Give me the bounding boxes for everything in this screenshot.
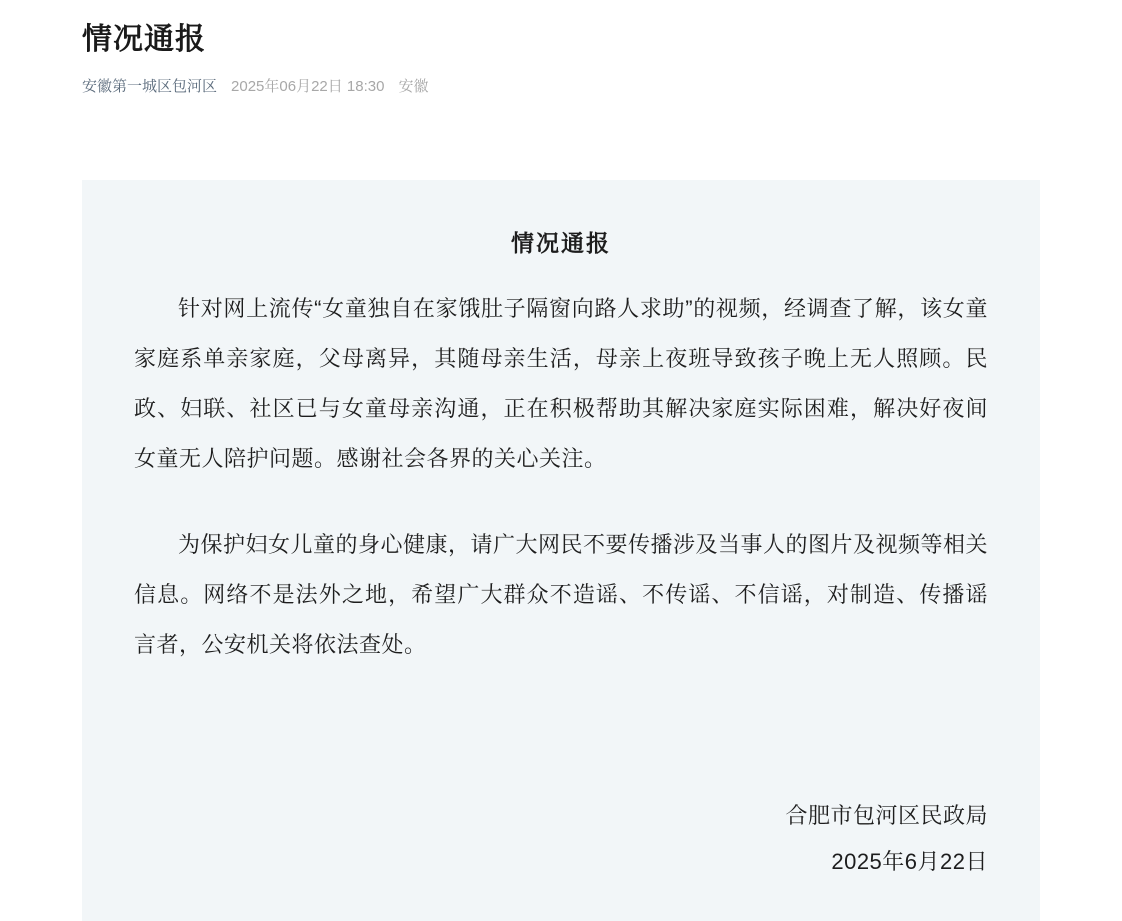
notice-signature [785,793,988,885]
signature-date: 2025年6月22日 [831,849,988,874]
notice-paragraph-2: 为保护妇女儿童的身心健康，请广大网民不要传播涉及当事人的图片及视频等相关信息。网络不是法外之地，希望广大群众不造谣、不传谣、不信谣，对制造、传播谣言者，公安机关将依法查处。 [134,532,989,657]
meta-region: 安徽 [398,78,429,95]
notice-paragraph-1: 针对网上流传“女童独自在家饿肚子隔窗向路人求助”的视频，经调查了解，该女童家庭系单亲家庭，父母离异，其随母亲生活，母亲上夜班导致孩子晚上无人照顾。民政、妇联、社区已与女童母亲沟通，正在积极帮助其解决家庭实际困难，解决好夜间女童无人陪护问题。感谢社会各界的关心关注。 [134,296,988,471]
notice-card [82,180,1040,921]
page-title: 情况通报 [82,23,206,56]
article-header [0,0,1122,98]
signature-organization: 合肥市包河区民政局 [785,803,988,828]
notice-heading: 情况通报 [511,230,611,256]
article-meta [82,76,1122,98]
meta-datetime: 2025年06月22日 18:30 [231,78,385,95]
meta-source[interactable]: 安徽第一城区包河区 [82,78,218,95]
